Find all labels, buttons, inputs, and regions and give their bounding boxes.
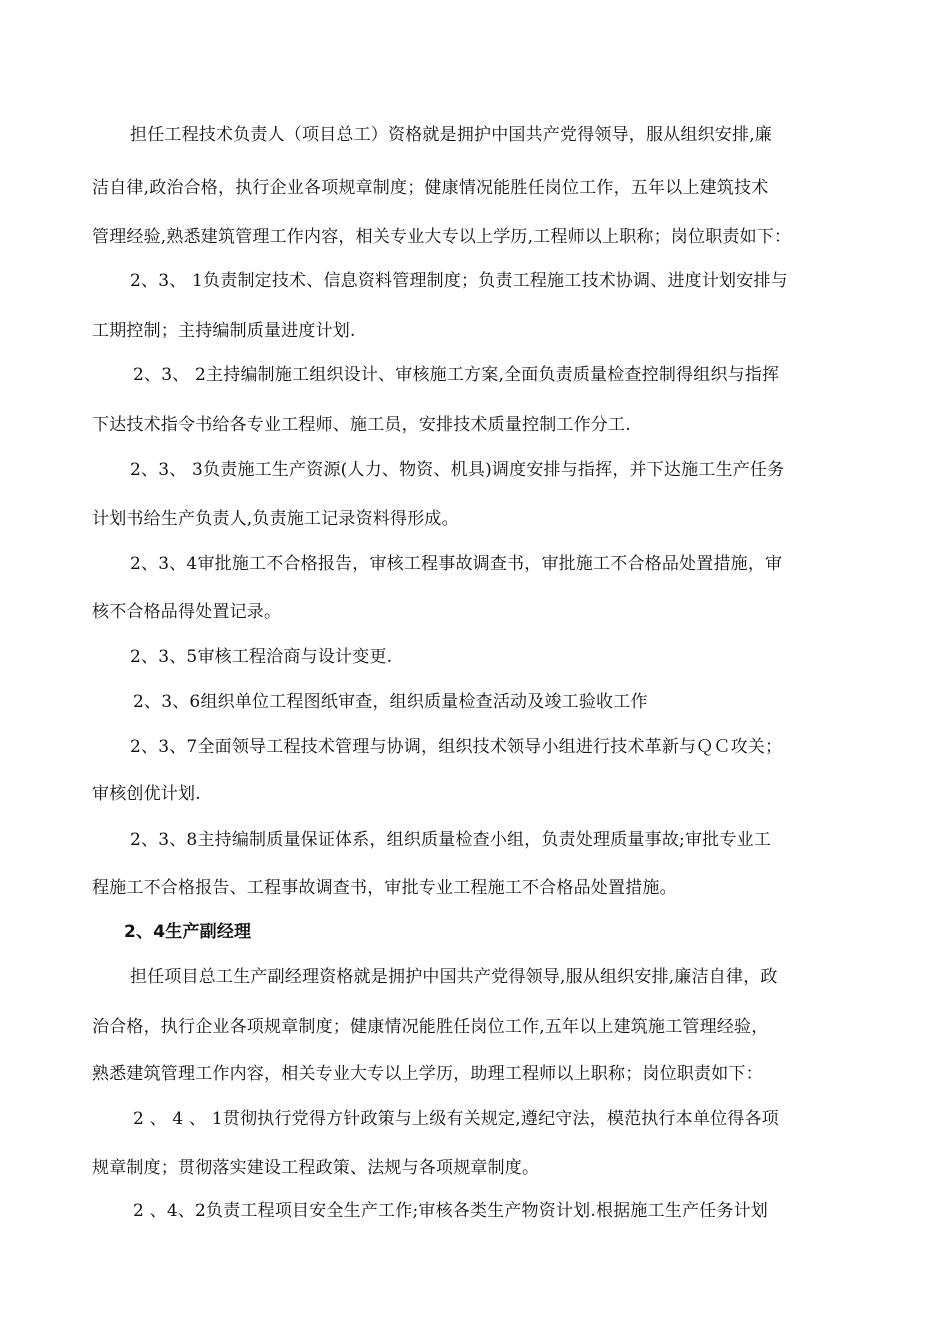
list-item-line: 2、3、6组织单位工程图纸审查，组织质量检查活动及竣工验收工作 bbox=[133, 692, 648, 712]
paragraph-line: 治合格，执行企业各项规章制度；健康情况能胜任岗位工作,五年以上建筑施工管理经验， bbox=[92, 1017, 769, 1037]
list-item-line: 2、3、4审批施工不合格报告，审核工程事故调查书，审批施工不合格品处置措施，审 bbox=[130, 554, 783, 574]
paragraph-line: 担任项目总工生产副经理资格就是拥护中国共产党得领导,服从组织安排,廉洁自律，政 bbox=[130, 967, 778, 987]
list-item-line: 2、3、8主持编制质量保证体系，组织质量检查小组，负责处理质量事故;审批专业工 bbox=[130, 830, 771, 850]
section-heading: 2、4生产副经理 bbox=[124, 922, 252, 942]
list-item-line: 2、3、5审核工程洽商与设计变更. bbox=[130, 647, 393, 667]
list-item-line: 规章制度；贯彻落实建设工程政策、法规与各项规章制度。 bbox=[92, 1158, 540, 1178]
list-item-line: 工期控制；主持编制质量进度计划. bbox=[92, 321, 356, 341]
list-item-line: 2、3、 2主持编制施工组织设计、审核施工方案,全面负责质量检查控制得组织与指挥 bbox=[133, 365, 780, 385]
list-item-line: 下达技术指令书给各专业工程师、施工员，安排技术质量控制工作分工. bbox=[92, 415, 631, 435]
paragraph-line: 熟悉建筑管理工作内容，相关专业大专以上学历，助理工程师以上职称；岗位职责如下： bbox=[92, 1064, 763, 1084]
paragraph-line: 担任工程技术负责人（项目总工）资格就是拥护中国共产党得领导，服从组织安排,廉 bbox=[130, 125, 773, 145]
paragraph-line: 管理经验,熟悉建筑管理工作内容，相关专业大专以上学历,工程师以上职称；岗位职责如下： bbox=[92, 227, 792, 247]
list-item-line: 2、3、7全面领导工程技术管理与协调，组织技术领导小组进行技术革新与ＱＣ攻关； bbox=[130, 737, 783, 757]
list-item-line: 2、3、 3负责施工生产资源(人力、物资、机具)调度安排与指挥，并下达施工生产任务 bbox=[130, 460, 785, 480]
list-item-line: 2 、4、2负责工程项目安全生产工作;审核各类生产物资计划.根据施工生产任务计划 bbox=[133, 1201, 768, 1221]
list-item-line: 2 、 4 、 1贯彻执行党得方针政策与上级有关规定,遵纪守法，模范执行本单位得各项 bbox=[133, 1109, 779, 1129]
list-item-line: 计划书给生产负责人,负责施工记录资料得形成。 bbox=[92, 509, 459, 529]
list-item-line: 2、3、 1负责制定技术、信息资料管理制度；负责工程施工技术协调、进度计划安排与 bbox=[130, 271, 788, 291]
list-item-line: 审核创优计划. bbox=[92, 784, 201, 804]
paragraph-line: 洁自律,政治合格，执行企业各项规章制度；健康情况能胜任岗位工作，五年以上建筑技术 bbox=[92, 178, 769, 198]
list-item-line: 程施工不合格报告、工程事故调查书，审批专业工程施工不合格品处置措施。 bbox=[92, 878, 677, 898]
list-item-line: 核不合格品得处置记录。 bbox=[92, 602, 282, 622]
